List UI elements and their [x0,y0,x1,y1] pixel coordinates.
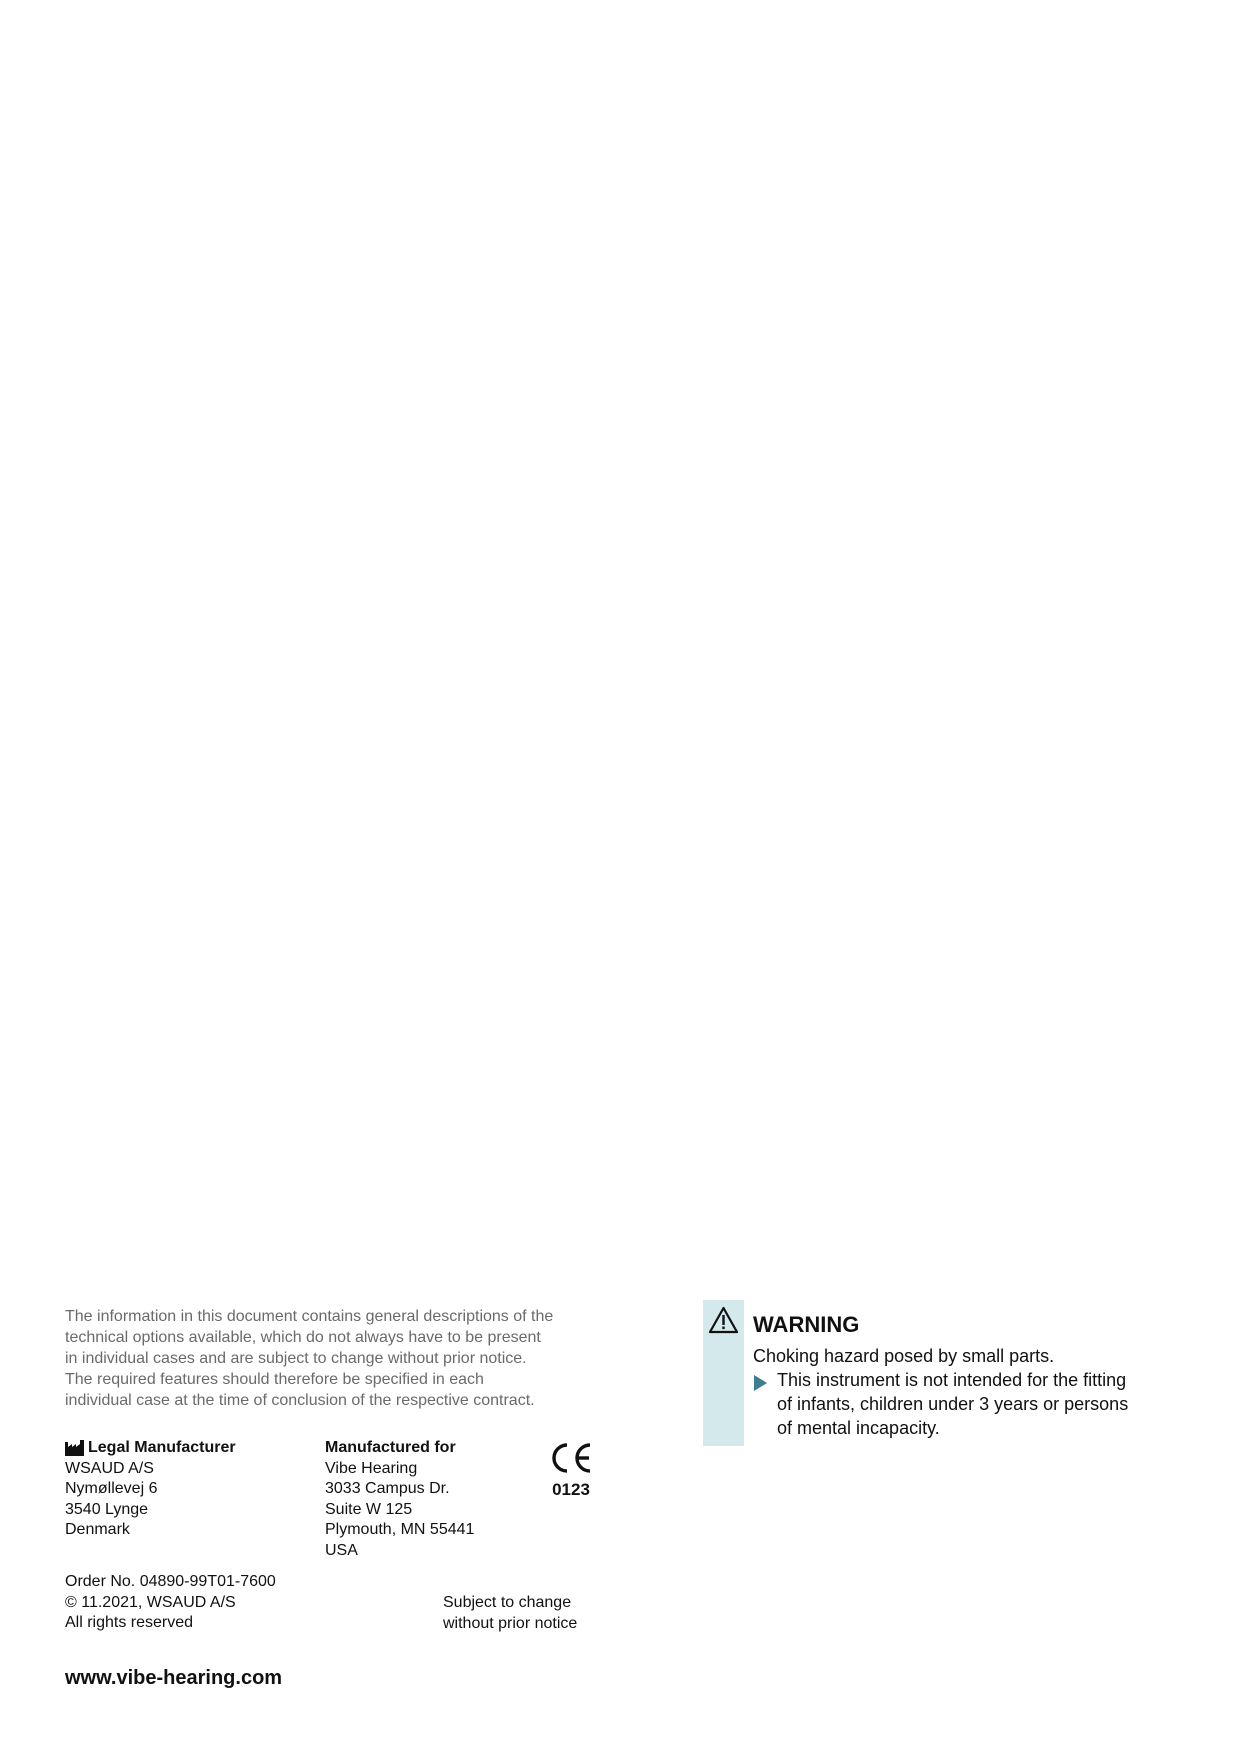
notified-body-number: 0123 [552,1480,590,1499]
address-line: WSAUD A/S [65,1459,154,1477]
manufactured-for-block [325,1438,474,1562]
warning-bullet-line: of mental incapacity. [777,1418,940,1438]
subject-to-change-notice [443,1593,577,1634]
copyright: © 11.2021, WSAUD A/S [65,1593,236,1611]
ce-mark [548,1441,594,1500]
legal-manufacturer-heading-row [65,1438,236,1459]
warning-bullet-line: of infants, children under 3 years or persons [777,1394,1129,1414]
disclaimer-line: individual case at the time of conclusion of the respective contract. [65,1392,535,1409]
order-number: Order No. 04890-99T01-7600 [65,1573,276,1590]
warning-text: Choking hazard posed by small parts. [753,1346,1055,1366]
warning-title: WARNING [753,1312,860,1337]
address-line: Plymouth, MN 55441 [325,1521,475,1539]
bullet-arrow-icon [753,1368,777,1440]
notice-line: without prior notice [443,1614,578,1632]
factory-icon [65,1440,84,1456]
disclaimer-line: The information in this document contains general descriptions of the [65,1308,554,1325]
address-line: 3540 Lynge [65,1500,149,1518]
address-line: USA [325,1541,358,1559]
order-info [65,1572,276,1634]
manufactured-for-heading: Manufactured for [325,1439,456,1456]
address-line: Denmark [65,1521,130,1539]
disclaimer-line: technical options available, which do not always have to be present [65,1329,541,1346]
website-url: www.vibe-hearing.com [65,1667,283,1689]
rights-reserved: All rights reserved [65,1614,194,1632]
disclaimer-line: The required features should therefore be specified in each [65,1371,484,1388]
disclaimer-line: in individual cases and are subject to change without prior notice. [65,1350,527,1367]
notice-line: Subject to change [443,1594,572,1611]
warning-bullet-line: This instrument is not intended for the fitting [777,1370,1127,1390]
address-line: 3033 Campus Dr. [325,1480,450,1498]
legal-manufacturer-block [65,1438,236,1541]
legal-manufacturer-heading: Legal Manufacturer [88,1439,236,1456]
disclaimer-text [65,1306,605,1411]
address-line: Vibe Hearing [325,1459,418,1477]
warning-triangle-icon [708,1306,739,1339]
address-line: Suite W 125 [325,1500,413,1518]
ce-mark-icon [549,1441,593,1475]
address-line: Nymøllevej 6 [65,1480,158,1498]
warning-bullet [753,1368,1128,1440]
